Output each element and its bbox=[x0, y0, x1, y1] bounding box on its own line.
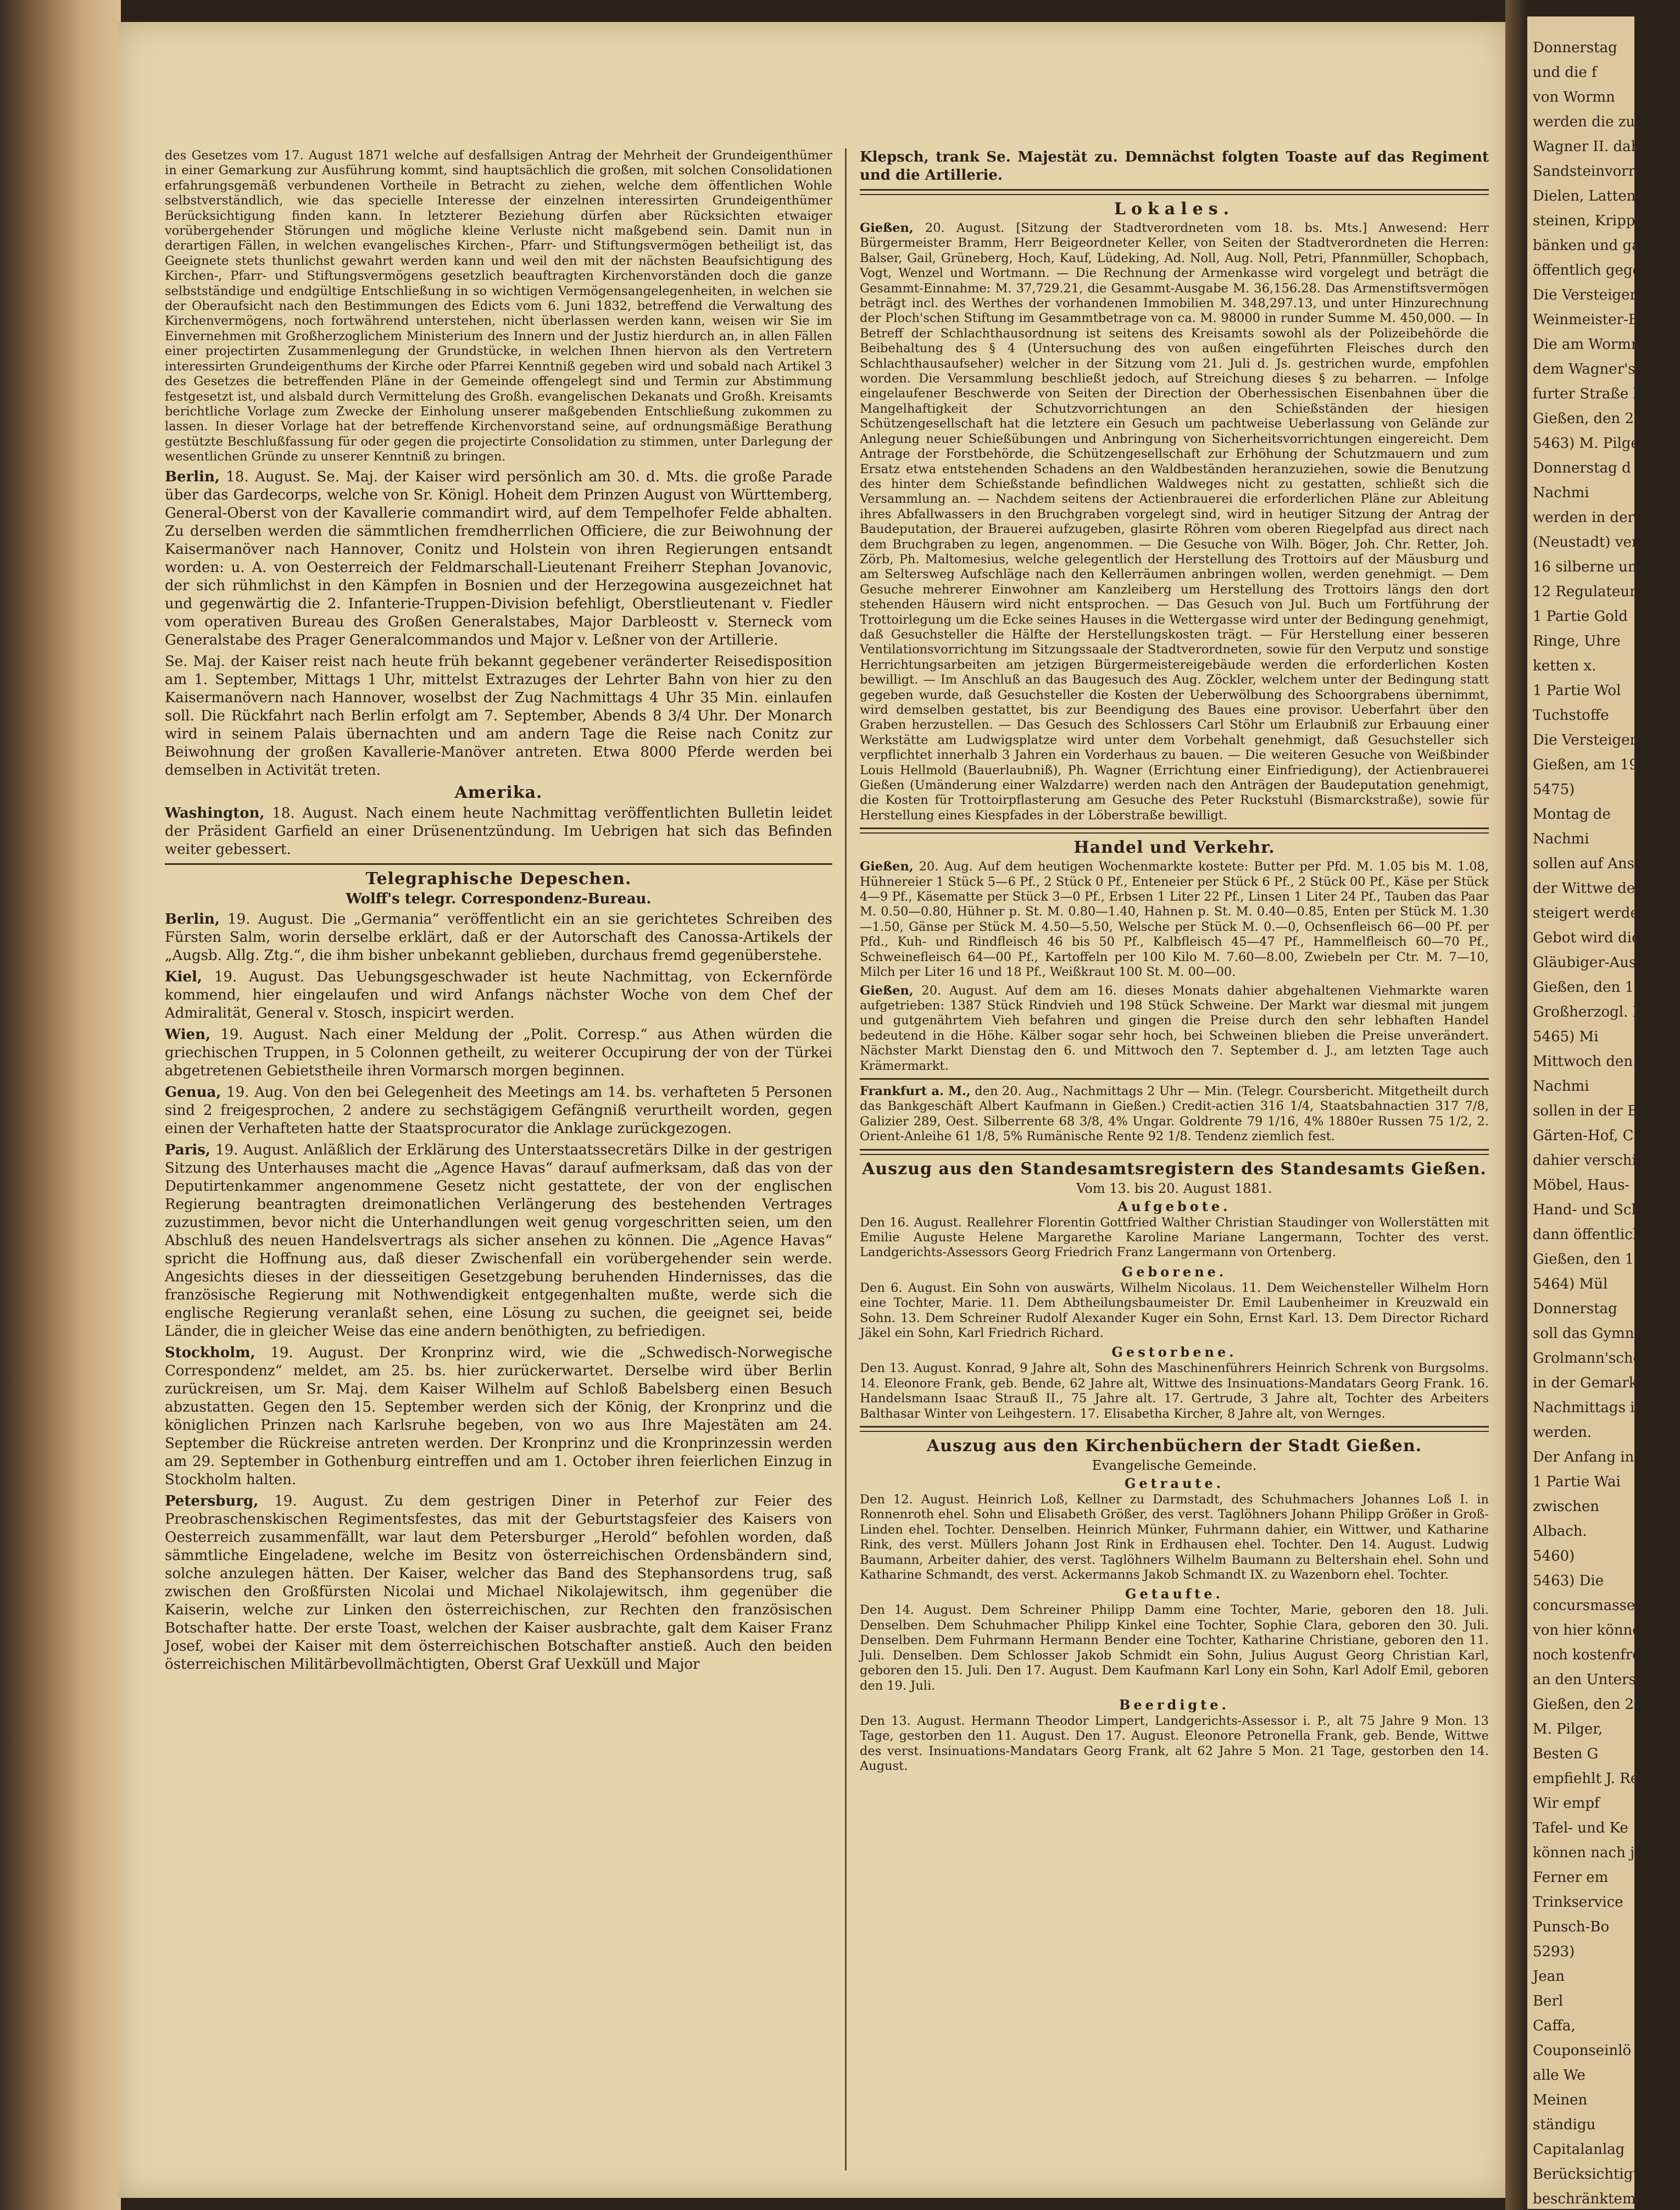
adjacent-page-line: steigert werden, t bbox=[1533, 905, 1663, 921]
divider bbox=[860, 189, 1489, 195]
adjacent-page-line: Sandsteinvorrath bbox=[1533, 163, 1659, 180]
divider bbox=[860, 1078, 1489, 1080]
adjacent-page-line: in der Gemarku bbox=[1533, 1375, 1647, 1391]
adjacent-page-line: und die f bbox=[1533, 64, 1597, 81]
adjacent-page-line: ständigu bbox=[1533, 2117, 1596, 2133]
adjacent-page-line: der Wittwe des Karl bbox=[1533, 880, 1678, 897]
adjacent-page-line: 16 silberne un bbox=[1533, 559, 1637, 575]
column-left bbox=[165, 148, 832, 2170]
dispatch: Petersburg, 19. August. Zu dem gestrigen Diner in Peterhof zur Feier des Preobraschenskischen Regimentsfestes, das mit der Geburtstagsfeier des Kaisers von Oesterreich zusammenfällt, war laut dem Petersburger „Herold“ befohlen worden, daß sämmtliche Eingeladene, welche im Besitz von österreichischen Ordensbändern sind, solche anzulegen hätten. Der Kaiser, welcher das Band des Stephansordens trug, saß zwischen den Großfürsten Nicolai und Michael Nikolajewitsch, ihm gegenüber die Kaiserin, welche zur Linken den österreichischen, zur Rechten den französischen Botschafter hatte. Der erste Toast, welchen der Kaiser ausbrachte, galt dem Kaiser Franz Josef, wobei der Kaiser mit dem österreichischen Botschafter anstieß. Auch den beiden österreichischen Militärbevollmächtigten, Oberst Graf Uexküll und Major bbox=[165, 1492, 832, 1673]
adjacent-page-line: Albach. bbox=[1533, 1523, 1587, 1540]
adjacent-page-line: Nachmi bbox=[1533, 831, 1589, 847]
dispatch: Berlin, 19. August. Die „Germania“ veröffentlicht ein an sie gerichtetes Schreiben des Fürsten Salm, worin derselbe erklärt, daß er der Autorschaft des Canossa-Artikels der „Augsb. Allg. Ztg.“, die ihm bisher unbekannt geblieben, durchaus fremd gegenüberstehe. bbox=[165, 910, 832, 964]
adjacent-page-line: bänken und gar bbox=[1533, 237, 1648, 254]
register-entry: Den 16. August. Reallehrer Florentin Gottfried Walther Christian Staudinger von Wollerstätten mit Emilie Auguste Helene Margarethe Karoline Mariane Langermann, Tochter des verst. Landgerichts-Assessors Georg Friedrich Franz Langermann von Ortenberg. bbox=[860, 1215, 1489, 1260]
adjacent-page-line: Besten G bbox=[1533, 1746, 1599, 1762]
adjacent-page-line: an den Untersuch bbox=[1533, 1672, 1662, 1688]
section-heading-telegraphische-depeschen: Telegraphische Depeschen. bbox=[365, 869, 632, 889]
article-paragraph: Washington, 18. August. Nach einem heute Nachmittag veröffentlichten Bulletin leidet der Präsident Garfield an einer Drüsenentzündung. Im Uebrigen hat sich das Befinden weiter gebessert. bbox=[165, 804, 832, 858]
adjacent-page-line: soll das Gymn bbox=[1533, 1325, 1634, 1342]
dispatch: Paris, 19. August. Anläßlich der Erklärung des Unterstaatssecretärs Dilke in der gestrigen Sitzung des Unterhauses macht die „Agence Havas“ darauf aufmerksam, daß das von der Deputirtenkammer angenommene Gesetz nicht gestattete, der von der englischen Regierung beantragten dreimonatlichen Verlängerung des bestehenden Vertrages zuzustimmen, bevor nicht die Unterhandlungen weit genug vorgeschritten seien, um den Abschluß des neuen Handelsvertrags als sicher ansehen zu können. Die „Agence Havas“ spricht die Hoffnung aus, daß dieser Zwischenfall ein vorübergehender sein werde. Angesichts dieses in der diesseitigen Gesetzgebung beruhenden Hindernisses, das die französische Regierung mit Nothwendigkeit entgegenhalten mußte, werde sich die englische Regierung veranlaßt sehen, eine Lösung zu suchen, die geeignet sei, beide Länder, die in gleicher Weise das eine andern benöthigten, zu befriedigen. bbox=[165, 1141, 832, 1340]
dateline: Gießen, bbox=[860, 983, 914, 998]
adjacent-page-line: alle We bbox=[1533, 2067, 1586, 2084]
date-range: Vom 13. bis 20. August 1881. bbox=[1076, 1180, 1272, 1196]
adjacent-page-line: Montag de bbox=[1533, 806, 1611, 823]
adjacent-page-line: Caffa, bbox=[1533, 2018, 1576, 2034]
dispatch: Genua, 19. Aug. Von den bei Gelegenheit des Meetings am 14. bs. verhafteten 5 Personen sind 2 freigesprochen, 2 andere zu sechstägigem Gefängniß verurtheilt worden, gegen einen der Verhafteten hatte der Staatsprocurator die Anklage zurückgezogen. bbox=[165, 1084, 832, 1137]
section-heading-amerika: Amerika. bbox=[454, 782, 543, 802]
dispatch: Stockholm, 19. August. Der Kronprinz wird, wie die „Schwedisch-Norwegische Correspondenz“ meldet, am 25. bs. hier zurückerwartet. Derselbe wird über Berlin zurückreisen, um Sr. Maj. dem Kaiser Wilhelm auf Schloß Babelsberg einen Besuch abzustatten. Gegen den 15. September werden sich der König, der Kronprinz und die königlichen Prinzen nach Karlsruhe begeben, von wo aus Ihre Majestäten am 24. September die Rückreise antreten werden. Der Kronprinz und die Kronprinzessin werden am 29. September in Gothenburg eintreffen und am 1. October ihren feierlichen Einzug in Stockholm halten. bbox=[165, 1344, 832, 1488]
dateline: Washington, bbox=[165, 804, 265, 821]
adjacent-page-line: Donnerstag d bbox=[1533, 460, 1631, 476]
book-binding bbox=[0, 0, 121, 2210]
adjacent-page-line: sollen auf Ansteige bbox=[1533, 856, 1671, 872]
adjacent-page-line: werden die zur G bbox=[1533, 114, 1658, 130]
adjacent-page-line: Nachmi bbox=[1533, 1078, 1589, 1095]
adjacent-page-line: beschränktem Mä bbox=[1533, 2191, 1664, 2207]
adjacent-page-line: Dielen, Latten, bbox=[1533, 188, 1640, 204]
adjacent-page-line: steinen, Krippen bbox=[1533, 213, 1653, 229]
adjacent-page-line: Weinmeister-Bahnh bbox=[1533, 312, 1675, 328]
adjacent-page-line: Gießen, den 20 bbox=[1533, 1696, 1643, 1713]
adjacent-page-line: empfiehlt J. Rette bbox=[1533, 1770, 1659, 1787]
dateline: Berlin, bbox=[165, 910, 220, 928]
article-paragraph: Se. Maj. der Kaiser reist nach heute früh bekannt gegebener veränderter Reisedisposition am 1. September, Mittags 1 Uhr, mittelst Extrazuges der Lehrter Bahn von hier zu den Kaisermanövern nach Hannover, woselbst der Zug Nachmittags 4 Uhr 35 Min. einlaufen soll. Die Rückfahrt nach Berlin erfolgt am 7. September, Abends 8 3/4 Uhr. Der Monarch wird in seinem Palais übernachten und am andern Tage die Reise nach Conitz zur Beiwohnung der großen Kavallerie-Manöver antreten. Etwa 8000 Pferde werden bei demselben in Activität treten. bbox=[165, 653, 832, 779]
adjacent-page-line: Grolmann'sche bbox=[1533, 1350, 1642, 1367]
dateline: Wien, bbox=[165, 1026, 211, 1043]
adjacent-page-line: von Wormn bbox=[1533, 89, 1615, 105]
adjacent-page-line: noch kostenfrei bis bbox=[1533, 1647, 1671, 1663]
adjacent-page-line: Berl bbox=[1533, 1993, 1564, 2009]
section-heading-standesamt: Auszug aus den Standesamtsregistern des Standesamts Gießen. bbox=[862, 1159, 1487, 1179]
adjacent-page-line: 5465) Mi bbox=[1533, 1029, 1599, 1045]
article-paragraph: Klepsch, trank Se. Majestät zu. Demnächst folgten Toaste auf das Regiment und die Artillerie. bbox=[860, 149, 1489, 184]
adjacent-page-line: Tuchstoffe bbox=[1533, 707, 1609, 724]
dateline: Paris, bbox=[165, 1141, 210, 1158]
adjacent-page-line: Ferner em bbox=[1533, 1869, 1609, 1886]
adjacent-page-line: 5293) bbox=[1533, 1944, 1575, 1960]
adjacent-page-line: Gärten-Hof, Ca bbox=[1533, 1128, 1643, 1144]
dateline: Stockholm, bbox=[165, 1344, 255, 1361]
adjacent-page-line: Mittwoch den bbox=[1533, 1053, 1633, 1070]
dispatch: Kiel, 19. August. Das Uebungsgeschwader ist heute Nachmittag, von Eckernförde kommend, hier eingelaufen und wird Anfangs nächster Woche von dem Chef der Admiralität, General v. Stosch, inspicirt werden. bbox=[165, 968, 832, 1021]
register-entry: Den 14. August. Dem Schreiner Philipp Damm eine Tochter, Marie, geboren den 18. Juli. Denselben. Dem Schuhmacher Philipp Kinkel eine Tochter, Sophie Clara, geboren den 30. Juli. Denselben. Dem Fuhrmann Hermann Bender eine Tochter, Katharine Christiane, geboren den 11. Juli. Denselben. Dem Schlosser Jakob Schmidt ein Sohn, Julius August Georg Christian Karl, geboren den 15. Juli. Den 17. August. Dem Kaufmann Karl Lony ein Sohn, Karl Adolf Emil, geboren den 19. Juli. bbox=[860, 1603, 1489, 1693]
section-subheading: Wolff's telegr. Correspondenz-Bureau. bbox=[346, 890, 652, 907]
adjacent-page-line: 1 Partie Wol bbox=[1533, 682, 1621, 699]
adjacent-page-line: 5463) M. Pilger bbox=[1533, 435, 1646, 452]
divider bbox=[860, 1149, 1489, 1155]
section-heading-handel: Handel und Verkehr. bbox=[1073, 838, 1275, 858]
adjacent-page-line: Gießen, den 19. bbox=[1533, 979, 1648, 996]
adjacent-page-line: Berücksichtigung bbox=[1533, 2166, 1661, 2183]
adjacent-page-line: (Neustadt) verstei bbox=[1533, 534, 1665, 551]
dateline: Berlin, bbox=[165, 468, 220, 485]
adjacent-page-line: dem Wagner'schen bbox=[1533, 361, 1671, 377]
subheading-getraute: Getraute. bbox=[1124, 1475, 1225, 1492]
register-entry: Den 12. August. Heinrich Loß, Kellner zu Darmstadt, des Schuhmachers Johannes Loß I. in Ronnenroth ehel. Sohn und Elisabeth Größer, des verst. Taglöhners Johann Philipp Größer in Groß-Linden ehel. Tochter. Denselben. Heinrich Münker, Fuhrmann dahier, ein Wittwer, und Katharine Rink, des verst. Müllers Johann Jost Rink in Erdhausen ehel. Tochter. Den 14. August. Ludwig Baumann, Arbeiter dahier, des verst. Taglöhners Wilhelm Baumann zu Beltershain ehel. Sohn und Katharine Schmandt, des verst. Ackermanns Jakob Schmandt IX. zu Wazenborn ehel. Tochter. bbox=[860, 1492, 1489, 1582]
adjacent-page-line: Wagner II. dah bbox=[1533, 138, 1640, 155]
adjacent-page-line: Ringe, Uhre bbox=[1533, 633, 1621, 649]
adjacent-page-line: Die am Wormn bbox=[1533, 336, 1640, 353]
subheading-getaufte: Getaufte. bbox=[1125, 1586, 1223, 1602]
adjacent-page-line: Nachmi bbox=[1533, 485, 1589, 501]
adjacent-page-line: Jean bbox=[1533, 1968, 1565, 1985]
adjacent-page-edge bbox=[1527, 16, 1680, 2209]
dateline: Gießen, bbox=[860, 859, 914, 874]
subheading-beerdigte: Beerdigte. bbox=[1119, 1696, 1230, 1713]
section-subheading: Evangelische Gemeinde. bbox=[1092, 1458, 1257, 1474]
article-paragraph: des Gesetzes vom 17. August 1871 welche auf desfallsigen Antrag der Mehrheit der Grundeigenthümer in einer Gemarkung zur Ausführung kommt, sind hauptsächlich die großen, mit solchen Consolidationen erfahrungsgemäß verbundenen Vortheile in Betracht zu ziehen, welche dem öffentlichen Wohle selbstverständlich, wie das specielle Interesse der einzelnen interessirten Grundeigenthümer Berücksichtigung finden kann. In letzterer Beziehung dürfen aber Rücksichten etwaiger vorübergehender Störungen und mögliche kleine Verluste nicht maßgebend sein. Damit nun in derartigen Fällen, in welchen evangelisches Kirchen-, Pfarr- und Stiftungsvermögen betheiligt ist, das Geeignete stets thunlichst gewahrt werden kann und weil den mit der nächsten Beaufsichtigung des Kirchen-, Pfarr- und Stiftungsvermögens gesetzlich beauftragten Kirchenvorständen doch die ganze selbstständige und endgültige Entschließung in so wichtigen Vermögensangelegenheiten, in welchen sie der Oberaufsicht nach den Bestimmungen des Edicts vom 6. Juni 1832, betreffend die Verwaltung des Kirchenvermögens, noch fortwährend unterstehen, nicht überlassen werden kann, weisen wir Sie im Einvernehmen mit Großherzoglichem Ministerium des Innern und der Justiz hierdurch an, in allen Fällen einer projectirten Zusammenlegung der Grundstücke, in welchen Ihnen hiervon als den Vertretern interessirten Grundeigenthums der Kirche oder Pfarrei Kenntniß gegeben wird und sobald nach Artikel 3 des Gesetzes die betreffenden Pläne in der Gemeinde offengelegt sind und Termin zur Abstimmung festgesetzt ist, und alsbald durch Vermittelung des Großh. evangelischen Dekanats und Großh. Kreisamts berichtliche Vorlage zum Zwecke der Einholung unserer maßgebenden Entschließung zukommen zu lassen. In dieser Vorlage hat der betreffende Kirchenvorstand seine, auf ordnungsmäßige Berathung gestützte Beschlußfassung für oder gegen die projectirte Consolidation zu stimmen, unter Darlegung der wesentlichen Gründe zu unserer Kenntniß zu bringen. bbox=[165, 148, 832, 464]
dateline: Frankfurt a. M., bbox=[860, 1084, 971, 1098]
dateline: Petersburg, bbox=[165, 1492, 259, 1509]
adjacent-page-line: Möbel, Haus- un bbox=[1533, 1177, 1653, 1193]
adjacent-page-line: Gießen, den 20. bbox=[1533, 410, 1648, 427]
adjacent-page-line: zwischen bbox=[1533, 1498, 1600, 1515]
adjacent-page-line: dahier verschiedene bbox=[1533, 1152, 1680, 1169]
page-gutter bbox=[1505, 0, 1527, 2210]
column-rule bbox=[845, 148, 847, 2170]
market-report: Gießen, 20. Aug. Auf dem heutigen Wochenmarkte kostete: Butter per Pfd. M. 1.05 bis M. 1.08, Hühnereier 1 Stück 5—6 Pf., 2 Stück 0 Pf., Enteneier per Stück 6 Pf., 2 Stück 00 Pf., Käse per Stück 4—9 Pf., Käsematte per Stück 3—0 Pf., Erbsen 1 Liter 22 Pf., Linsen 1 Liter 24 Pf., Tauben das Paar M. 0.50—0.80, Hühner p. St. M. 0.80—1.40, Hahnen p. St. M. 0.40—0.85, Enten per Stück M. 1.30—1.50, Gänse per Stück M. 4.50—5.50, Welsche per Stück M. 0.—0, Ochsenfleisch 66—00 Pf. per Pfd., Kuh- und Rindfleisch 46 bis 50 Pf., Kalbfleisch 45—47 Pf., Hammelfleisch 60—70 Pf., Schweinefleisch 64—00 Pf., Kartoffeln per 100 Kilo M. 7.60—8.00, Zwiebeln per Ctr. M. 7—10, Milch per Liter 16 und 18 Pf., Weißkraut 100 St. M. 00—00. bbox=[860, 859, 1489, 980]
adjacent-page-line: M. Pilger, bbox=[1533, 1721, 1603, 1737]
divider bbox=[860, 828, 1489, 834]
section-heading-lokales: Lokales. bbox=[1114, 199, 1235, 219]
divider bbox=[165, 863, 832, 865]
adjacent-page-line: werden. bbox=[1533, 1424, 1592, 1441]
adjacent-page-line: öffentlich gegen bbox=[1533, 262, 1650, 279]
adjacent-page-line: Wir empf bbox=[1533, 1795, 1600, 1812]
adjacent-page-line: concursmasse des J bbox=[1533, 1597, 1675, 1614]
dateline: Kiel, bbox=[165, 968, 202, 985]
adjacent-page-line: 12 Regulateur bbox=[1533, 584, 1637, 600]
subheading-aufgebote: Aufgebote. bbox=[1117, 1198, 1231, 1214]
adjacent-page-line: Meinen bbox=[1533, 2092, 1588, 2108]
adjacent-page-line: Donnerstag bbox=[1533, 1301, 1617, 1317]
adjacent-page-line: furter Straße lag bbox=[1533, 386, 1655, 402]
adjacent-page-line: 5464) Mül bbox=[1533, 1276, 1608, 1292]
adjacent-page-line: Gläubiger-Ausschu bbox=[1533, 954, 1670, 971]
divider bbox=[860, 1426, 1489, 1432]
adjacent-page-line: können nach jede bbox=[1533, 1845, 1661, 1861]
register-entry: Den 13. August. Hermann Theodor Limpert, Landgerichts-Assessor i. P., alt 75 Jahre 9 Mon. 13 Tage, gestorben den 11. August. Den 17. August. Eleonore Petronella Frank, geb. Bende, Wittwe des verst. Insinuations-Mandatars Georg Frank, alt 62 Jahre 5 Mon. 21 Tage, gestorben den 14. August. bbox=[860, 1713, 1489, 1774]
section-heading-kirchenbuecher: Auszug aus den Kirchenbüchern der Stadt Gießen. bbox=[926, 1436, 1422, 1456]
adjacent-page-line: Donnerstag bbox=[1533, 40, 1617, 56]
adjacent-page-line: von hier können bbox=[1533, 1622, 1650, 1639]
article-paragraph: Gießen, 20. August. [Sitzung der Stadtverordneten vom 18. bs. Mts.] Anwesend: Herr Bürgermeister Bramm, Herr Beigeordneter Keller, von Seiten der Stadtverordneten die Herren: Balser, Gail, Grüneberg, Hoch, Kauf, Lüdeking, Ad. Noll, Aug. Noll, Petri, Pfannmüller, Schopbach, Vogt, Wenzel und Wortmann. — Die Rechnung der Armenkasse wird vorgelegt und beträgt die Gesammt-Einnahme: M. 37,729.21, die Gesammt-Ausgabe M. 36,156.28. Das Armenstiftsvermögen beträgt incl. des Werthes der vorhandenen Immobilien M. 348,297.13, und unter Hinzurechnung der Ploch'schen Stiftung im Gesammtbetrage von ca. M. 98000 in runder Summe M. 450,000. — In Betreff der Schlachthausordnung ist seitens des Kreisamts sowohl als der Polizeibehörde die Beibehaltung des § 4 (Untersuchung des von außen eingeführten Fleisches durch den Schlachthausaufseher) welcher in der Sitzung vom 21. Juli d. Js. gestrichen wurde, empfohlen worden. Die Versammlung beschließt jedoch, auf Streichung dieses § zu beharren. — Infolge eingelaufener Beschwerde von Seiten der Direction der Oberhessischen Eisenbahnen über die Mangelhaftigkeit der Schutzvorrichtungen an den Schießständen der hiesigen Schützengesellschaft hat die letztere ein Gesuch um pachtweise Ueberlassung von Gelände zur Anlegung neuer Schießübungen und Anbringung von Sicherheitsvorrichtungen eingereicht. Dem Antrage der Forstbehörde, die Schützengesellschaft zur Erhöhung der Schutzmauern und zum Ersatz etwa entstehenden Schadens an den Waldbeständen heranzuziehen, sowie die Benutzung des hinter dem Schießstande befindlichen Waldweges nicht zu gestatten, schließt sich die Versammlung an. — Nachdem seitens der Actienbrauerei die erforderlichen Pläne zur Ableitung ihres Abfallwassers in den Bruchgraben vorgelegt sind, wird in heutiger Sitzung der Antrag der Baudeputation, der Brauerei aufzugeben, glasirte Röhren vom oberen Riegelpfad aus direct nach dem Bruchgraben zu legen, angenommen. — Die Gesuche von Wilh. Böger, Joh. Chr. Retter, Joh. Zörb, Ph. Maltomesius, welche gelegentlich der Herstellung des Trottoirs auf der Mäusburg und am Seltersweg Aufschläge nach den Kellerräumen anbringen wollen, werden genehmigt. — Dem Gesuche mehrerer Einwohner am Kanzleiberg um Herstellung des Trottoirs längs den dort stehenden Häusern wird nicht entsprochen. — Das Gesuch von Jul. Buch um Fortführung der Trottoirlegung um die Ecke seines Hauses in die Wettergasse wird unter der Bedingung genehmigt, daß Gesuchsteller die Hälfte der Herstellungskosten trägt. — Für Herstellung einer besseren Ventilationsvorrichtung im Sitzungssaale der Stadtverordneten, sowie für den Verputz und sonstige Herrichtungsarbeiten am jetzigen Bürgermeistereigebäude werden die erforderlichen Kosten bewilligt. — Im Anschluß an das Baugesuch des Aug. Zöckler, welchem unter der Bedingung statt gegeben wurde, daß Gesuchsteller die Kosten der Ueberwölbung des Schoorgrabens übernimmt, wird demselben gestattet, bis zur Beendigung des Baues eine provisor. Ueberfahrt über den Graben herzustellen. — Das Gesuch des Schlossers Carl Stöhr um Erlaubniß zur Erbauung einer Werkstätte am Ludwigsplatze wird unter dem Vorbehalt genehmigt, daß Gesuchsteller sich verpflichtet innerhalb 3 Jahren ein Vorderhaus zu bauen. — Die weiteren Gesuche von Weißbinder Louis Hellmold (Bauerlaubniß), Ph. Wagner (Errichtung einer Einfriedigung), der Actienbrauerei Gießen (Umänderung einer Walzdarre) werden nach den Anträgen der Baudeputation genehmigt, die Kosten für Trottoirpflasterung am Gesuche des Peter Ruckstuhl (Bismarckstraße), sowie für Herstellung eines Kiespfades in der Löberstraße bewilligt. bbox=[860, 221, 1489, 823]
adjacent-page-line: Gebot wird die G bbox=[1533, 930, 1656, 946]
adjacent-page-line: Hand- und Schlep bbox=[1533, 1202, 1663, 1218]
adjacent-page-line: 5460) bbox=[1533, 1548, 1575, 1564]
adjacent-page-line: Couponseinlö bbox=[1533, 2042, 1632, 2059]
adjacent-page-line: Nachmittags in bbox=[1533, 1400, 1644, 1416]
adjacent-page-line: Trinkservice bbox=[1533, 1894, 1623, 1911]
adjacent-page-line: Tafel- und Ke bbox=[1533, 1820, 1628, 1836]
adjacent-page-line: 5463) Die bbox=[1533, 1573, 1604, 1589]
adjacent-page-line: Gießen, am 19. bbox=[1533, 757, 1643, 773]
adjacent-page-line: 1 Partie Gold bbox=[1533, 608, 1628, 625]
adjacent-page-line: Großherzogl. K bbox=[1533, 1004, 1644, 1020]
column-right bbox=[860, 148, 1489, 2170]
subheading-geborene: Geborene. bbox=[1121, 1263, 1227, 1280]
stock-report: Frankfurt a. M., den 20. Aug., Nachmittags 2 Uhr — Min. (Telegr. Coursbericht. Mitgetheilt durch das Bankgeschäft Albert Kaufmann in Gießen.) Credit-actien 316 1/4, Staatsbahnactien 317 7/8, Galizier 289, Oest. Silberrente 68 3/8, 4% Ungar. Goldrente 79 1/16, 4% 1880er Russen 75 1/2, 2. Orient-Anleihe 61 1/8, 5% Rumänische Rente 92 1/8. Tendenz ziemlich fest. bbox=[860, 1084, 1489, 1144]
adjacent-page-line: Der Anfang in bbox=[1533, 1449, 1634, 1465]
dateline: Genua, bbox=[165, 1084, 221, 1101]
adjacent-page-line: werden in der Br bbox=[1533, 509, 1656, 526]
adjacent-page-line: ketten x. bbox=[1533, 658, 1596, 674]
adjacent-page-line: 1 Partie Wai bbox=[1533, 1474, 1621, 1490]
adjacent-page-line: sollen in der Er bbox=[1533, 1103, 1645, 1119]
adjacent-page-line: Die Versteiger bbox=[1533, 287, 1637, 303]
dispatch: Wien, 19. August. Nach einer Meldung der „Polit. Corresp.“ aus Athen würden die griechischen Truppen, in 5 Colonnen getheilt, zu weiterer Occupirung der von der Türkei abgetretenen Gebietstheile ihren Vormarsch morgen beginnen. bbox=[165, 1026, 832, 1079]
adjacent-page-line: dann öffentlich mei bbox=[1533, 1226, 1673, 1243]
adjacent-page-line: Die Versteigerung bbox=[1533, 732, 1665, 748]
register-entry: Den 13. August. Konrad, 9 Jahre alt, Sohn des Maschinenführers Heinrich Schrenk von Burgsolms. 14. Eleonore Frank, geb. Bende, 62 Jahre alt, Wittwe des Insinuations-Mandatars Georg Frank. 16. Handelsmann Isaac Strauß II., 75 Jahre alt. 17. Gertrude, 3 Jahre alt, Tochter des Arbeiters Balthasar Winter von Leihgestern. 17. Elisabetha Kircher, 8 Jahre alt, von Wernges. bbox=[860, 1361, 1489, 1421]
adjacent-page-line: 5475) bbox=[1533, 781, 1575, 798]
adjacent-page-line: Punsch-Bo bbox=[1533, 1919, 1610, 1935]
adjacent-page-line: Gießen, den 19 bbox=[1533, 1251, 1643, 1268]
dateline: Gießen, bbox=[860, 221, 914, 235]
market-report: Gießen, 20. August. Auf dem am 16. dieses Monats dahier abgehaltenen Viehmarkte waren aufgetrieben: 1387 Stück Rindvieh und 198 Stück Schweine. Der Markt war diesmal mit jungem und gutgenährtem Vieh befahren und gingen die Preise durch den sehr lebhaften Handel bedeutend in die Höhe. Kälber sogar sehr hoch, bei Schweinen blieben die Preise unverändert. Nächster Markt Dienstag den 6. und Mittwoch den 7. September d. J., am letzten Tage auch Krämermarkt. bbox=[860, 983, 1489, 1073]
register-entry: Den 6. August. Ein Sohn von auswärts, Wilhelm Nicolaus. 11. Dem Weichensteller Wilhelm Horn eine Tochter, Marie. 11. Dem Abtheilungsbaumeister Dr. Emil Laubenheimer in Kreuzwald ein Sohn. 13. Dem Schreiner Rudolf Alexander Kuger ein Sohn, Ernst Karl. 13. Dem Director Richard Jäkel ein Sohn, Karl Friedrich Richard. bbox=[860, 1280, 1489, 1340]
article-paragraph: Berlin, 18. August. Se. Maj. der Kaiser wird persönlich am 30. d. Mts. die große Parade über das Gardecorps, welche von Sr. Königl. Hoheit dem Prinzen August von Württemberg, General-Oberst von der Kavallerie commandirt wird, auf dem Tempelhofer Felde abhalten. Zu derselben werden die sämmtlichen fremdherrlichen Officiere, die zur Beiwohnung der Kaisermanöver nach Hannover, Conitz und Holstein von ihren Regierungen entsandt worden: u. A. von Oesterreich der Feldmarschall-Lieutenant Freiherr Stephan Jovanovic, der sich rühmlichst in den Kämpfen in Bosnien und der Herzegowina ausgezeichnet hat und gegenwärtig die 2. Infanterie-Truppen-Division befehligt, Oberstlieutenant v. Fiedler vom operativen Bureau des Großen Generalstabes, Major Darbleostt v. Sterneck vom Generalstabe des Prager Generalcommandos und Major v. Leßner von der Artillerie. bbox=[165, 468, 832, 648]
subheading-gestorbene: Gestorbene. bbox=[1111, 1344, 1237, 1361]
adjacent-page-line: Capitalanlag bbox=[1533, 2141, 1625, 2158]
